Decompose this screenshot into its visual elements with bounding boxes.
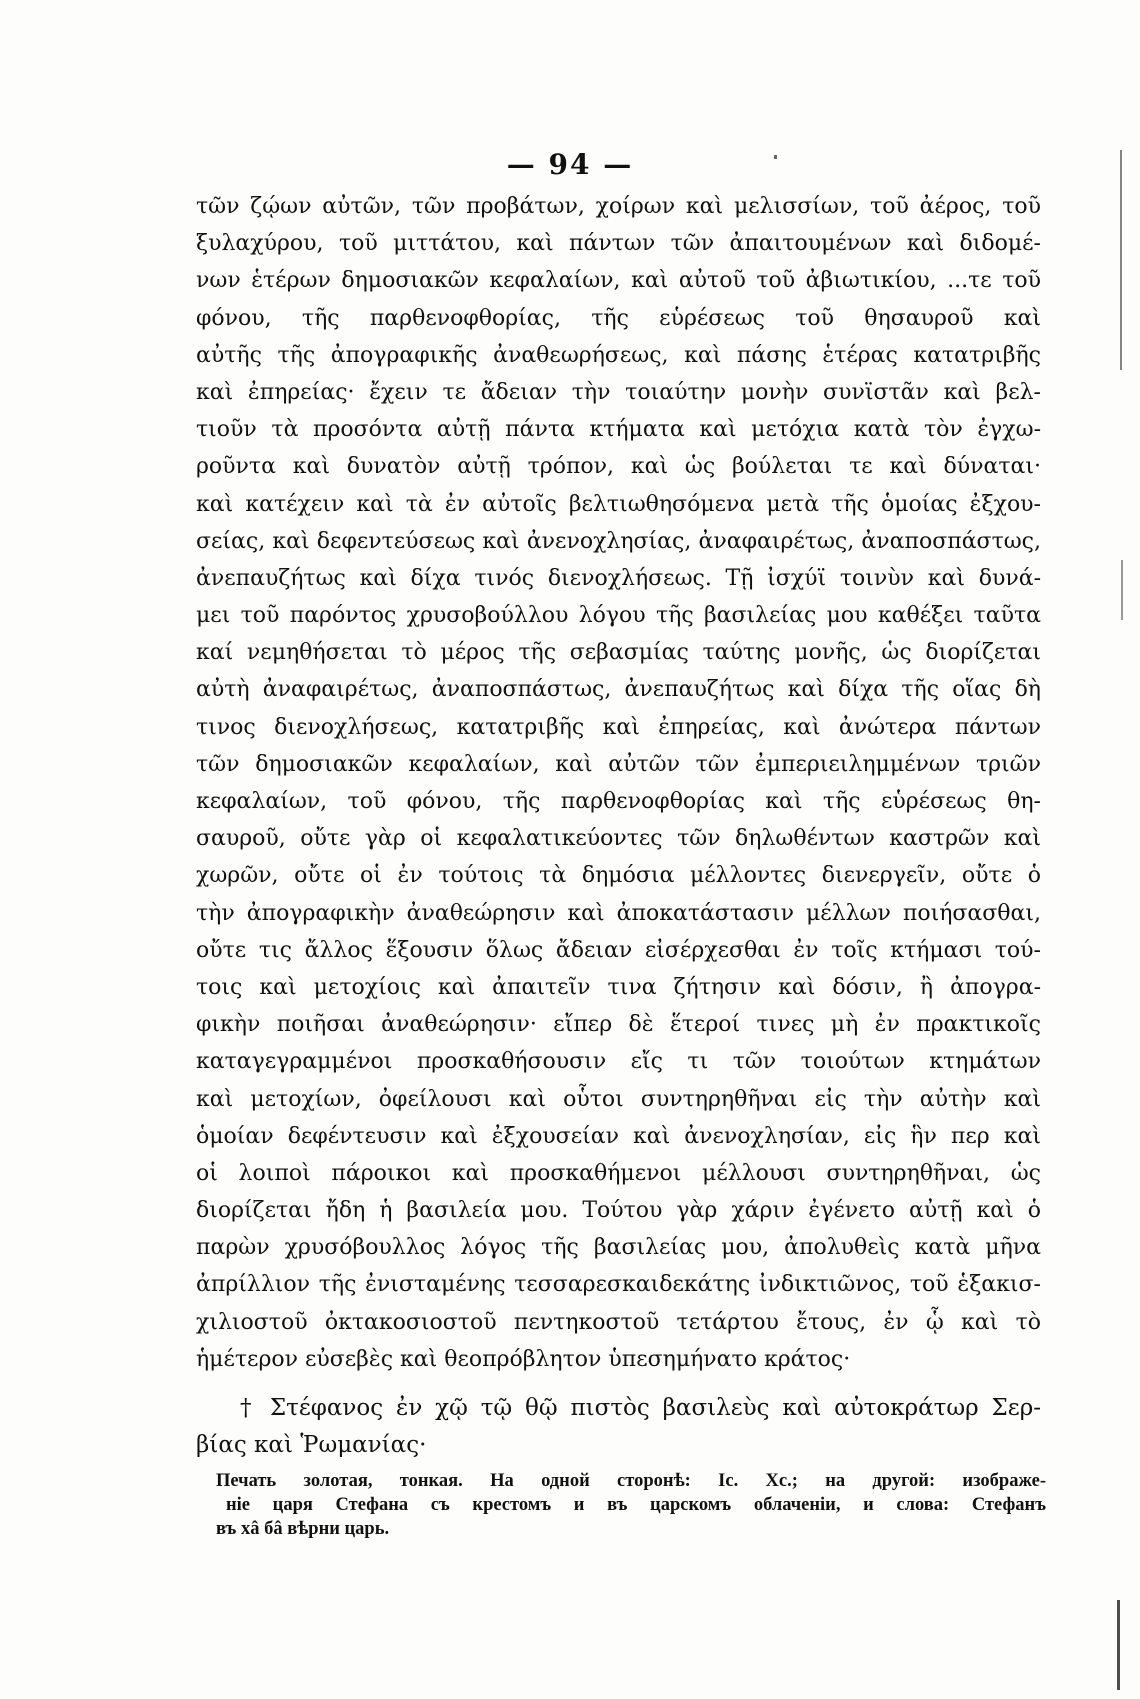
text-line: σαυροῦ, οὔτε γὰρ οἱ κεφαλατικεύοντες τῶν δηλωθέντων καστρῶν καὶ <box>196 826 1041 852</box>
text-line: οἱ λοιποὶ πάροικοι καὶ προσκαθήμενοι μέλλουσι συντηρηθῆναι, ὡς <box>196 1160 1041 1186</box>
note-line: въ хâ бâ вѣрни царь. <box>216 1519 390 1539</box>
text-line: φόνου, τῆς παρθενοφθορίας, τῆς εὑρέσεως τοῦ θησαυροῦ καὶ <box>196 305 1041 331</box>
margin-rule <box>1117 1600 1120 1690</box>
text-line: παρὼν χρυσόβουλλος λόγος τῆς βασιλείας μου, ἀπολυθεὶς κατὰ μῆνα <box>196 1235 1041 1261</box>
text-line: αὐτῆς τῆς ἀπογραφικῆς ἀναθεωρήσεως, καὶ πάσης ἑτέρας κατατριβῆς <box>196 342 1041 368</box>
text-line: τινος διενοχλήσεως, κατατριβῆς καὶ ἐπηρείας, καὶ ἀνώτερα πάντων <box>196 714 1041 740</box>
main-text-block <box>196 188 1041 1378</box>
text-line: σείας, καὶ δεφεντεύσεως καὶ ἀνενοχλησίας, ἀναφαιρέτως, ἀναποσπάστως, <box>196 528 1041 554</box>
page-number: — 94 — <box>506 148 634 181</box>
text-line: μει τοῦ παρόντος χρυσοβούλλου λόγου τῆς βασιλείας μου καθέξει ταῦτα <box>196 603 1041 629</box>
text-line: καὶ ἐπηρείας· ἔχειν τε ἄδειαν τὴν τοιαύτην μονὴν συνϊστᾶν καὶ βελ- <box>196 379 1041 405</box>
text-line: φικὴν ποιῆσαι ἀναθεώρησιν· εἴπερ δὲ ἕτεροί τινες μὴ ἐν πρακτικοῖς <box>196 1012 1041 1038</box>
text-line: ἀπρίλλιον τῆς ἐνισταμένης τεσσαρεσκαιδεκάτης ἰνδικτιῶνος, τοῦ ἑξακισ- <box>196 1272 1041 1298</box>
text-line: τιοῦν τὰ προσόντα αὐτῇ πάντα κτήματα καὶ μετόχια κατὰ τὸν ἐγχω- <box>196 417 1041 443</box>
seal-note <box>216 1469 1046 1541</box>
signature-line: βίας καὶ Ῥωμανίας· <box>196 1432 427 1459</box>
text-line: χιλιοστοῦ ὀκτακοσιοστοῦ πεντηκοστοῦ τετάρτου ἔτους, ἐν ᾧ καὶ τὸ <box>196 1309 1041 1335</box>
note-line: ніе царя Стефана съ крестомъ и въ царскомъ облаченіи, и слова: Стефанъ <box>226 1495 1046 1515</box>
text-line: αὐτὴ ἀναφαιρέτως, ἀναποσπάστως, ἀνεπαυζήτως καὶ δίχα τῆς οἵας δὴ <box>196 677 1041 703</box>
margin-dot <box>774 155 777 159</box>
text-line: χωρῶν, οὔτε οἱ ἐν τούτοις τὰ δημόσια μέλλοντες διενεργεῖν, οὔτε ὁ <box>196 863 1041 889</box>
margin-rule <box>1120 150 1122 370</box>
text-line: ὁμοίαν δεφέντευσιν καὶ ἐξχουσείαν καὶ ἀνενοχλησίαν, εἰς ἣν περ καὶ <box>196 1123 1041 1149</box>
text-line: ξυλαχύρου, τοῦ μιττάτου, καὶ πάντων τῶν ἀπαιτουμένων καὶ διδομέ- <box>196 231 1041 257</box>
text-line: ροῦντα καὶ δυνατὸν αὐτῇ τρόπον, καὶ ὡς βούλεται τε καὶ δύναται· <box>196 454 1041 480</box>
text-line: διορίζεται ἤδη ἡ βασιλεία μου. Τούτου γὰρ χάριν ἐγένετο αὐτῇ καὶ ὁ <box>196 1198 1041 1224</box>
text-line: ἀνεπαυζήτως καὶ δίχα τινός διενοχλήσεως. Τῇ ἰσχύϊ τοινὺν καὶ δυνά- <box>196 565 1041 591</box>
text-line: οὔτε τις ἄλλος ἕξουσιν ὅλως ἄδειαν εἰσέρχεσθαι ἐν τοῖς κτήμασι τού- <box>196 937 1041 963</box>
text-line: νων ἑτέρων δημοσιακῶν κεφαλαίων, καὶ αὐτοῦ τοῦ ἀβιωτικίου, ...τε τοῦ <box>196 268 1041 294</box>
text-line: τῶν ζῴων αὐτῶν, τῶν προβάτων, χοίρων καὶ μελισσίων, τοῦ ἀέρος, τοῦ <box>196 194 1041 219</box>
text-line: κεφαλαίων, τοῦ φόνου, τῆς παρθενοφθορίας καὶ τῆς εὑρέσεως θη- <box>196 789 1041 814</box>
text-line: καὶ μετοχίων, ὀφείλουσι καὶ οὗτοι συντηρηθῆναι εἰς τὴν αὐτὴν καὶ <box>196 1086 1041 1112</box>
signature-block <box>196 1390 1041 1464</box>
note-line: Печать золотая, тонкая. На одной сторонѣ: Іс. Хс.; на другой: изображе- <box>216 1471 1046 1491</box>
text-line: ἡμέτερον εὐσεβὲς καὶ θεοπρόβλητον ὑπεσημήνατο κράτος· <box>196 1346 851 1372</box>
text-line: τοις καὶ μετοχίοις καὶ ἀπαιτεῖν τινα ζήτησιν καὶ δόσιν, ἢ ἀπογρα- <box>196 974 1041 1000</box>
text-line: καί νεμηθήσεται τὸ μέρος τῆς σεβασμίας ταύτης μονῆς, ὡς διορίζεται <box>196 640 1041 666</box>
text-line: καὶ κατέχειν καὶ τὰ ἐν αὐτοῖς βελτιωθησόμενα μετὰ τῆς ὁμοίας ἐξχου- <box>196 491 1041 517</box>
text-line: τῶν δημοσιακῶν κεφαλαίων, καὶ αὐτῶν τῶν ἐμπεριειλημμένων τριῶν <box>196 751 1041 777</box>
text-line: καταγεγραμμένοι προσκαθήσουσιν εἴς τι τῶν τοιούτων κτημάτων <box>196 1049 1041 1075</box>
text-line: τὴν ἀπογραφικὴν ἀναθεώρησιν καὶ ἀποκατάστασιν μέλλων ποιήσασθαι, <box>196 900 1041 926</box>
margin-rule <box>1121 560 1123 620</box>
signature-line: † Στέφανος ἐν χῷ τῷ θῷ πιστὸς βασιλεὺς καὶ αὐτοκράτωρ Σερ- <box>240 1395 1041 1421</box>
